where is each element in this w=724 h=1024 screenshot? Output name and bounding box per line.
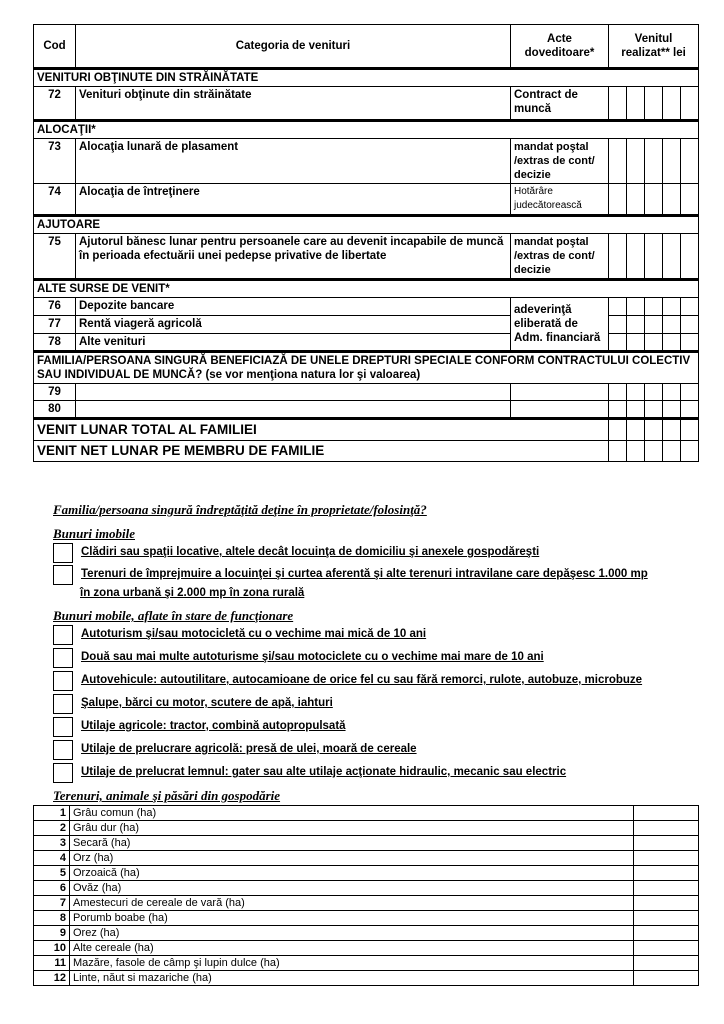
- option-label: Utilaje de prelucrare agricolă: presă de ulei, moară de cereale: [81, 743, 417, 755]
- immovable-option: [53, 565, 648, 585]
- header-category: Categoria de venituri: [76, 25, 511, 69]
- checkbox[interactable]: [53, 763, 73, 783]
- amount-cell[interactable]: [681, 234, 699, 280]
- section-row: [34, 352, 699, 384]
- immovable-option: [53, 543, 539, 563]
- crop-value-cell[interactable]: [634, 911, 699, 926]
- row-label: Rentă viageră agricolă: [76, 316, 511, 334]
- crop-label: Mazăre, fasole de câmp şi lupin dulce (ha): [70, 956, 634, 971]
- table-row: [34, 881, 699, 896]
- checkbox[interactable]: [53, 694, 73, 714]
- header-code: Cod: [34, 25, 76, 69]
- crop-value-cell[interactable]: [634, 881, 699, 896]
- amount-cell[interactable]: [663, 441, 681, 462]
- table-row: [34, 836, 699, 851]
- row-label: Alte venituri: [76, 334, 511, 352]
- amount-cell[interactable]: [609, 419, 627, 441]
- option-label: Şalupe, bărci cu motor, scutere de apă, iahturi: [81, 697, 333, 709]
- total-row: [34, 419, 699, 441]
- movable-title: Bunuri mobile, aflate în stare de funcţionare: [53, 608, 294, 623]
- row-label: Alocaţia lunară de plasament: [76, 139, 511, 184]
- amount-cell[interactable]: [609, 298, 627, 316]
- crop-value-cell[interactable]: [634, 971, 699, 986]
- income-table: [33, 24, 699, 462]
- amount-cell[interactable]: [609, 184, 627, 216]
- amount-cell[interactable]: [663, 384, 681, 401]
- crop-value-cell[interactable]: [634, 851, 699, 866]
- checkbox[interactable]: [53, 740, 73, 760]
- amount-cell[interactable]: [645, 316, 663, 334]
- amount-cell[interactable]: [645, 401, 663, 419]
- amount-cell[interactable]: [627, 401, 645, 419]
- amount-cell[interactable]: [645, 87, 663, 121]
- crops-table: [33, 805, 699, 986]
- crop-value-cell[interactable]: [634, 806, 699, 821]
- total-family-label: VENIT LUNAR TOTAL AL FAMILIEI: [34, 419, 609, 441]
- crop-number: 11: [34, 956, 70, 971]
- amount-cell[interactable]: [627, 298, 645, 316]
- crop-value-cell[interactable]: [634, 836, 699, 851]
- crop-number: 2: [34, 821, 70, 836]
- table-row: [34, 234, 699, 280]
- section-foreign: VENITURI OBŢINUTE DIN STRĂINĂTATE: [34, 69, 699, 87]
- total-per-member-label: VENIT NET LUNAR PE MEMBRU DE FAMILIE: [34, 441, 609, 462]
- amount-cell[interactable]: [663, 139, 681, 184]
- header-income: Venitul realizat** lei: [609, 25, 699, 69]
- table-row: [34, 384, 699, 401]
- amount-cell[interactable]: [663, 316, 681, 334]
- crop-label: Porumb boabe (ha): [70, 911, 634, 926]
- table-row: [34, 184, 699, 216]
- amount-cell[interactable]: [645, 139, 663, 184]
- other-proof: adeverinţă eliberată de Adm. financiară: [511, 298, 609, 352]
- section-other: ALTE SURSE DE VENIT*: [34, 280, 699, 298]
- option-label: Utilaje agricole: tractor, combină autopropulsată: [81, 720, 346, 732]
- amount-cell[interactable]: [681, 184, 699, 216]
- amount-cell[interactable]: [663, 234, 681, 280]
- movable-option: [53, 671, 642, 691]
- movable-option: [53, 740, 417, 760]
- amount-cell[interactable]: [663, 298, 681, 316]
- movable-option: [53, 648, 544, 668]
- section-aid: AJUTOARE: [34, 216, 699, 234]
- amount-cell[interactable]: [645, 419, 663, 441]
- option-label: Clădiri sau spaţii locative, altele decât locuinţa de domiciliu şi anexele gospodăreşti: [81, 546, 540, 558]
- amount-cell[interactable]: [609, 234, 627, 280]
- table-row: [34, 139, 699, 184]
- crop-value-cell[interactable]: [634, 956, 699, 971]
- header-row: [34, 25, 699, 69]
- amount-cell[interactable]: [627, 419, 645, 441]
- crop-number: 5: [34, 866, 70, 881]
- row-code: 78: [34, 334, 76, 352]
- table-row: [34, 911, 699, 926]
- crop-number: 4: [34, 851, 70, 866]
- amount-cell[interactable]: [645, 334, 663, 352]
- crop-number: 10: [34, 941, 70, 956]
- amount-cell[interactable]: [681, 316, 699, 334]
- crop-value-cell[interactable]: [634, 821, 699, 836]
- header-proof: Acte doveditoare*: [511, 25, 609, 69]
- option-label: Utilaje de prelucrat lemnul: gater sau alte utilaje acţionate hidraulic, mecanic sau electric: [81, 766, 567, 778]
- amount-cell[interactable]: [627, 234, 645, 280]
- amount-cell[interactable]: [663, 419, 681, 441]
- amount-cell[interactable]: [609, 316, 627, 334]
- row-label: Depozite bancare: [76, 298, 511, 316]
- crop-number: 1: [34, 806, 70, 821]
- amount-cell[interactable]: [681, 401, 699, 419]
- checkbox[interactable]: [53, 671, 73, 691]
- row-label: Venituri obţinute din străinătate: [76, 87, 511, 121]
- table-row: [34, 851, 699, 866]
- crop-label: Orez (ha): [70, 926, 634, 941]
- amount-cell[interactable]: [645, 298, 663, 316]
- amount-cell[interactable]: [627, 384, 645, 401]
- property-question: Familia/persoana singură îndreptăţită deţine în proprietate/folosinţă?: [53, 502, 427, 517]
- crop-label: Grâu comun (ha): [70, 806, 634, 821]
- table-row: [34, 956, 699, 971]
- crop-label: Ovăz (ha): [70, 881, 634, 896]
- amount-cell[interactable]: [663, 184, 681, 216]
- amount-cell[interactable]: [609, 334, 627, 352]
- crop-label: Grâu dur (ha): [70, 821, 634, 836]
- amount-cell[interactable]: [627, 441, 645, 462]
- amount-cell[interactable]: [681, 441, 699, 462]
- checkbox[interactable]: [53, 717, 73, 737]
- amount-cell[interactable]: [645, 441, 663, 462]
- section-rights: FAMILIA/PERSOANA SINGURĂ BENEFICIAZĂ DE UNELE DREPTURI SPECIALE CONFORM CONTRACTULUI COLECTIV SAU INDIVIDUAL DE MUNCĂ? (se vor menţiona natura lor şi valoarea): [34, 352, 699, 384]
- table-row: [34, 926, 699, 941]
- row-proof: mandat poştal /extras de cont/ decizie: [511, 234, 609, 280]
- row-proof: Contract de muncă: [511, 87, 609, 121]
- table-row: [34, 941, 699, 956]
- amount-cell[interactable]: [663, 87, 681, 121]
- proof-cell[interactable]: [511, 401, 609, 419]
- amount-cell[interactable]: [681, 139, 699, 184]
- amount-cell[interactable]: [663, 334, 681, 352]
- table-row: [34, 866, 699, 881]
- crop-label: Amestecuri de cereale de vară (ha): [70, 896, 634, 911]
- crop-number: 12: [34, 971, 70, 986]
- crop-number: 6: [34, 881, 70, 896]
- table-row: [34, 971, 699, 986]
- amount-cell[interactable]: [627, 334, 645, 352]
- checkbox[interactable]: [53, 625, 73, 645]
- row-code: 77: [34, 316, 76, 334]
- row-code: 73: [34, 139, 76, 184]
- crop-label: Alte cereale (ha): [70, 941, 634, 956]
- crop-label: Linte, năut si mazariche (ha): [70, 971, 634, 986]
- movable-option: [53, 717, 346, 737]
- crop-number: 9: [34, 926, 70, 941]
- option-label-continued: în zona urbană şi 2.000 mp în zona rurală: [80, 587, 305, 599]
- checkbox[interactable]: [53, 543, 73, 563]
- row-code: 76: [34, 298, 76, 316]
- amount-cell[interactable]: [645, 234, 663, 280]
- amount-cell[interactable]: [681, 298, 699, 316]
- crop-label: Orz (ha): [70, 851, 634, 866]
- row-code: 79: [34, 384, 76, 401]
- row-code: 80: [34, 401, 76, 419]
- amount-cell[interactable]: [609, 441, 627, 462]
- proof-cell[interactable]: [511, 384, 609, 401]
- amount-cell[interactable]: [627, 139, 645, 184]
- crop-value-cell[interactable]: [634, 896, 699, 911]
- amount-cell[interactable]: [681, 87, 699, 121]
- amount-cell[interactable]: [645, 384, 663, 401]
- movable-option: [53, 763, 566, 783]
- table-row: [34, 87, 699, 121]
- rights-detail-cell[interactable]: [76, 401, 511, 419]
- amount-cell[interactable]: [609, 139, 627, 184]
- amount-cell[interactable]: [609, 87, 627, 121]
- table-row: [34, 896, 699, 911]
- land-title: Terenuri, animale şi păsări din gospodărie: [53, 788, 281, 803]
- amount-cell[interactable]: [609, 401, 627, 419]
- amount-cell[interactable]: [681, 419, 699, 441]
- row-label: Alocaţia de întreţinere: [76, 184, 511, 216]
- crop-number: 8: [34, 911, 70, 926]
- section-row: [34, 280, 699, 298]
- row-code: 75: [34, 234, 76, 280]
- row-code: 74: [34, 184, 76, 216]
- immovable-title: Bunuri imobile: [53, 526, 135, 541]
- amount-cell[interactable]: [627, 316, 645, 334]
- row-label: Ajutorul bănesc lunar pentru persoanele care au devenit incapabile de muncă în perioada efectuării unei pedepse privative de libertate: [76, 234, 511, 280]
- option-label: Autovehicule: autoutilitare, autocamioane de orice fel cu sau fără remorci, rulote, autobuze, microbuze: [81, 674, 643, 686]
- checkbox[interactable]: [53, 565, 73, 585]
- amount-cell[interactable]: [609, 384, 627, 401]
- crop-value-cell[interactable]: [634, 941, 699, 956]
- amount-cell[interactable]: [663, 401, 681, 419]
- movable-option: [53, 625, 426, 645]
- crop-number: 3: [34, 836, 70, 851]
- crop-label: Orzoaică (ha): [70, 866, 634, 881]
- row-code: 72: [34, 87, 76, 121]
- section-row: [34, 121, 699, 139]
- table-row: [34, 298, 699, 316]
- table-row: [34, 821, 699, 836]
- option-label: Două sau mai multe autoturisme şi/sau motociclete cu o vechime mai mare de 10 ani: [81, 651, 544, 663]
- row-proof: mandat poştal /extras de cont/ decizie: [511, 139, 609, 184]
- section-allowances: ALOCAŢII*: [34, 121, 699, 139]
- rights-detail-cell[interactable]: [76, 384, 511, 401]
- option-label: Terenuri de împrejmuire a locuinţei şi curtea aferentă şi alte terenuri intravilane care depăşesc 1.000 mp: [81, 568, 648, 580]
- amount-cell[interactable]: [627, 87, 645, 121]
- amount-cell[interactable]: [681, 334, 699, 352]
- amount-cell[interactable]: [627, 184, 645, 216]
- amount-cell[interactable]: [681, 384, 699, 401]
- row-proof: Hotărâre judecătorească: [511, 184, 609, 216]
- table-row: [34, 401, 699, 419]
- table-row: [34, 806, 699, 821]
- section-row: [34, 216, 699, 234]
- checkbox[interactable]: [53, 648, 73, 668]
- amount-cell[interactable]: [645, 184, 663, 216]
- crop-number: 7: [34, 896, 70, 911]
- movable-option: [53, 694, 333, 714]
- option-label: Autoturism şi/sau motocicletă cu o vechime mai mică de 10 ani: [81, 628, 427, 640]
- crop-label: Secară (ha): [70, 836, 634, 851]
- crop-value-cell[interactable]: [634, 926, 699, 941]
- crop-value-cell[interactable]: [634, 866, 699, 881]
- section-row: [34, 69, 699, 87]
- total-row: [34, 441, 699, 462]
